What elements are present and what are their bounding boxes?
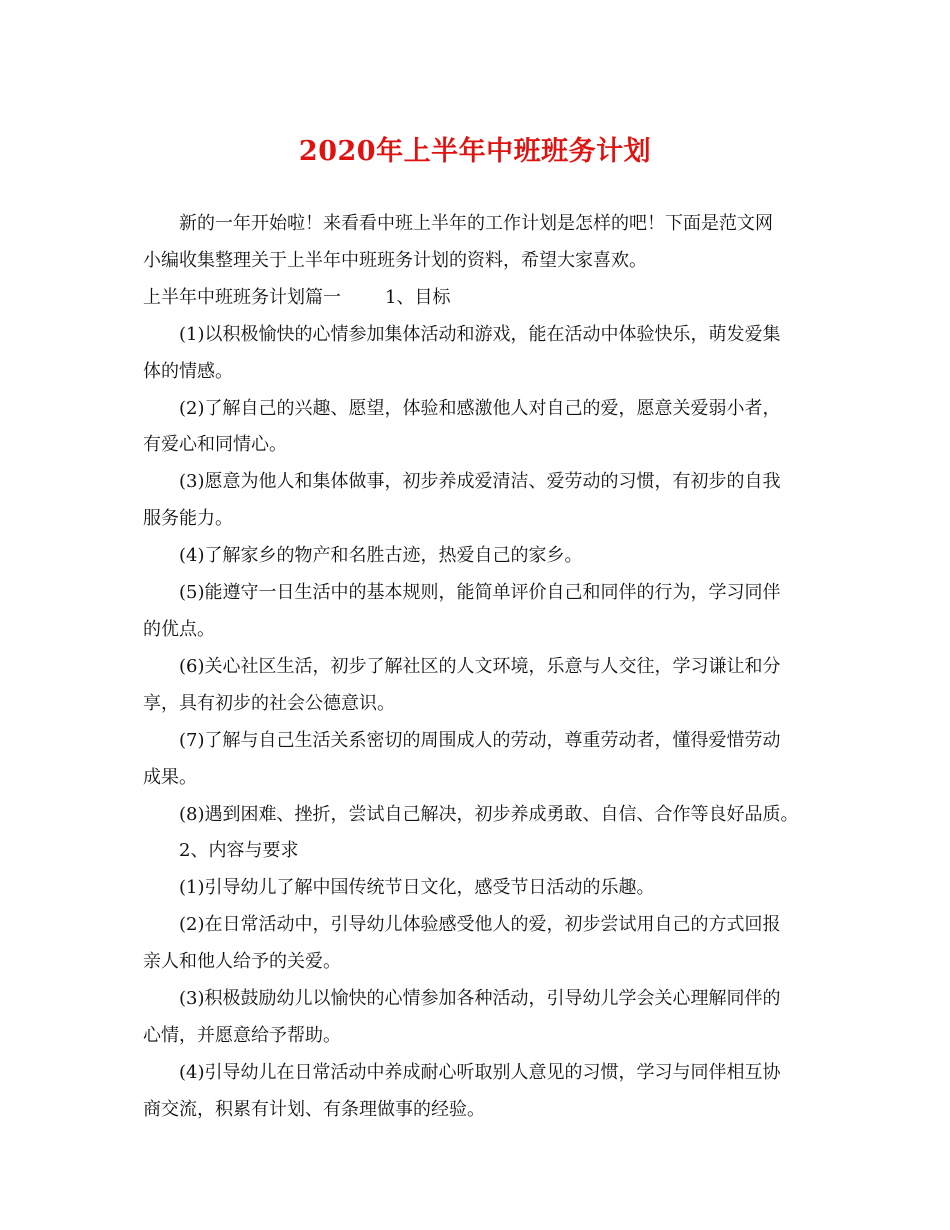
content-line: (4)引导幼儿在日常活动中养成耐心听取别人意见的习惯，学习与同伴相互协 — [179, 1061, 781, 1083]
content-line: (1)引导幼儿了解中国传统节日文化，感受节日活动的乐趣。 — [179, 877, 655, 899]
content-line: (2)在日常活动中，引导幼儿体验感受他人的爱，初步尝试用自己的方式回报 — [179, 914, 781, 936]
goal-line: 有爱心和同情心。 — [143, 434, 287, 456]
section-heading-line — [143, 280, 815, 317]
content-line: 心情，并愿意给予帮助。 — [143, 1024, 341, 1046]
content-line: 商交流，积累有计划、有条理做事的经验。 — [143, 1098, 485, 1120]
content-line: 亲人和他人给予的关爱。 — [143, 951, 341, 973]
goal-line: (2)了解自己的兴趣、愿望，体验和感激他人对自己的爱，愿意关爱弱小者， — [179, 397, 781, 419]
document-body — [143, 206, 815, 1129]
content-line: (3)积极鼓励幼儿以愉快的心情参加各种活动，引导幼儿学会关心理解同伴的 — [179, 988, 781, 1010]
goal-line: (4)了解家乡的物产和名胜古迹，热爱自己的家乡。 — [179, 545, 583, 567]
document-title: 2020年上半年中班班务计划 — [298, 136, 652, 167]
goal-line: (3)愿意为他人和集体做事，初步养成爱清洁、爱劳动的习惯，有初步的自我 — [179, 471, 781, 493]
section-title: 上半年中班班务计划篇一 — [143, 286, 341, 308]
goal-line: (5)能遵守一日生活中的基本规则，能简单评价自己和同伴的行为，学习同伴 — [179, 582, 781, 604]
goal-line: (7)了解与自己生活关系密切的周围成人的劳动，尊重劳动者，懂得爱惜劳动 — [179, 729, 781, 751]
intro-line: 新的一年开始啦！来看看中班上半年的工作计划是怎样的吧！下面是范文网 — [179, 213, 773, 234]
intro-line: 小编收集整理关于上半年中班班务计划的资料，希望大家喜欢。 — [143, 249, 647, 271]
goal-heading: 1、目标 — [385, 286, 451, 308]
goal-line: (8)遇到困难、挫折，尝试自己解决，初步养成勇敢、自信、合作等良好品质。 — [179, 803, 799, 825]
goal-line: 服务能力。 — [143, 508, 233, 530]
goal-line: 的优点。 — [143, 618, 215, 640]
goal-line: 享，具有初步的社会公德意识。 — [143, 692, 395, 714]
goal-line: (1)以积极愉快的心情参加集体活动和游戏，能在活动中体验快乐，萌发爱集 — [179, 323, 781, 345]
content-heading: 2、内容与要求 — [179, 840, 299, 862]
goal-line: (6)关心社区生活，初步了解社区的人文环境，乐意与人交往，学习谦让和分 — [179, 655, 781, 677]
goal-line: 成果。 — [143, 766, 197, 788]
goal-line: 体的情感。 — [143, 360, 233, 382]
